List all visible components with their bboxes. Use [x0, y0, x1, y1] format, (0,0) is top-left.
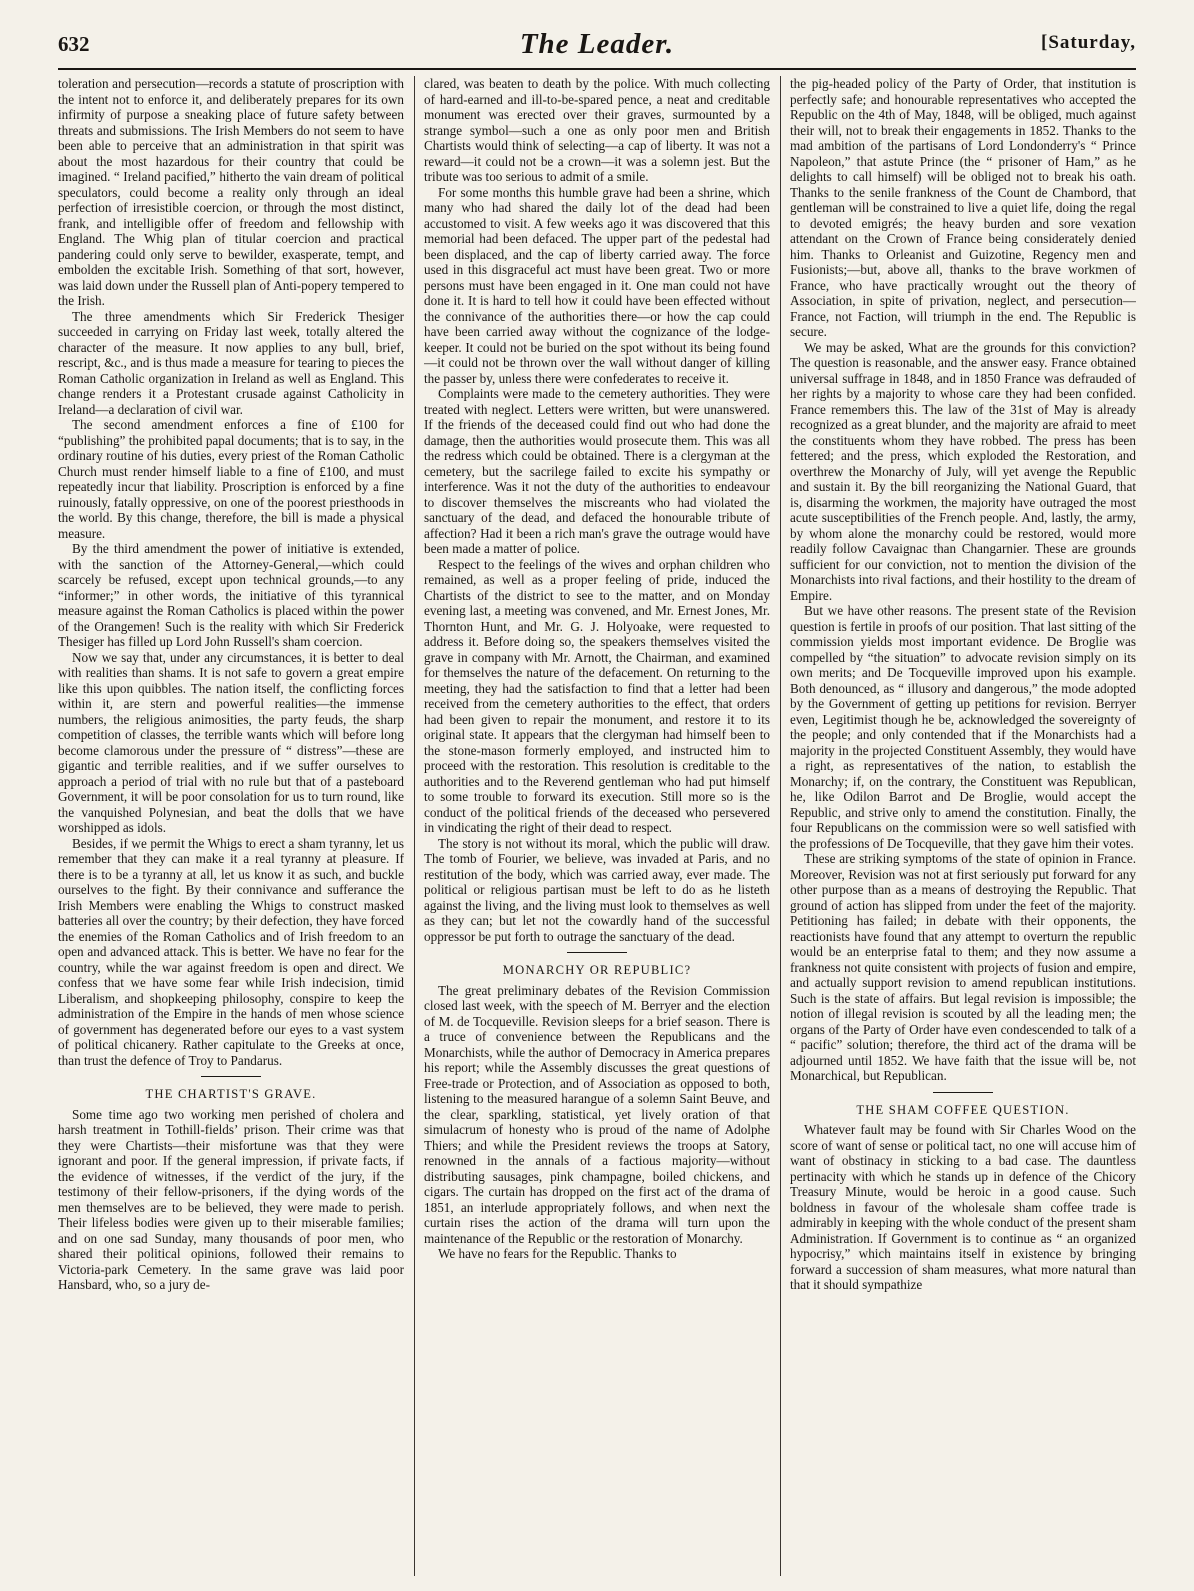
section-separator — [567, 952, 627, 953]
page-number: 632 — [58, 32, 90, 56]
paragraph: the pig-headed policy of the Party of Order, that institution is perfectly safe; and honourable representatives who accepted the Republic on the 4th of May, 1848, will be obliged, much against their will, not to break their engagements in 1852. Thanks to the mad ambition of the partisans of Lord Londonderry's “ Prince Napoleon,” that astute Prince (the “ prisoner of Ham,” as he delights to call himself) will be obliged not to break his oath. Thanks to the senile frankness of the Count de Chambord, that gentleman will be constrained to live a quiet life, doing the regal to devoted emigrés; the heavy burden and sore vexation attendant on the Crown of France being considerately denied him. Thanks to Orleanist and Guizotine, Regency men and Fusionists;—but, above all, thanks to the brave workmen of France, who have practically wrought out the theory of Association, in spite of privation, neglect, and persecution—France, not Faction, will triumph in the end. The Republic is secure. — [790, 76, 1136, 339]
paragraph: The second amendment enforces a fine of £100 for “publishing” the prohibited papal documents; that is to say, in the ordinary routine of his duties, every priest of the Roman Catholic Church must render himself liable to a fine of £100, and must repeatedly incur that liability. Proscription is enforced by a fine ruinously, fatally oppressive, on one of the poorest priesthoods in the world. By this change, therefore, the bill is made a physical measure. — [58, 417, 404, 541]
paragraph: We may be asked, What are the grounds for this conviction? The question is reasonable, and the answer easy. France obtained universal suffrage in 1848, and in 1850 France was defrauded of her rights by a majority to whose care they had been confided. France remembers this. The law of the 31st of May is already recognized as a great blunder, and the majority are afraid to meet the constituents whom they have robbed. The press has been fettered; and the press, which exploded the Restoration, and overthrew the Monarchy of July, will yet avenge the Republic and sustain it. By the bill reorganizing the National Guard, that is, disarming the workmen, the majority have outraged the most acute susceptibilities of the French people. And, lastly, the army, by whom alone the monarchy could be restored, would more readily follow Cavaignac than Changarnier. These are grounds sufficient for our conviction, not to mention the division of the Monarchists into rival factions, and their hostility to the dream of Empire. — [790, 339, 1136, 603]
paragraph: We have no fears for the Republic. Thanks to — [438, 1246, 677, 1261]
section-heading: THE CHARTIST'S GRAVE. — [145, 1087, 317, 1101]
paragraph: Whatever fault may be found with Sir Charles Wood on the score of want of sense or political tact, no one will accuse him of want of obstinacy in sticking to a bad case. The dauntless pertinacity with which he stands up in defence of the Chicory Treasury Minute, would be heroic in a good cause. Such boldness in favour of the wholesale sham coffee trade is admirably in keeping with the whole conduct of the present sham Administration. If Government is to continue as “ an organized hypocrisy,” which maintains itself in existence by bringing forward a succession of sham measures, what more natural than that it should sympathize — [790, 1122, 1136, 1292]
paragraph: Now we say that, under any circumstances, it is better to deal with realities than shams. It is not safe to govern a great empire like this upon quibbles. The nation itself, the conflicting forces within it, are stern and powerful realities—the immense numbers, the religious animosities, the party feuds, the sharp competition of classes, the terrible wants which will before long become clamorous under the pressure of “ distress”—these are gigantic and terrible realities, and if we suffer ourselves to approach a period of trial with no rule but that of a pasteboard Government, it will be poor consolation for us to turn round, like the vanquished Polynesian, and beat the dolls that we have worshipped as idols. — [58, 649, 404, 835]
section-separator — [933, 1092, 993, 1093]
paragraph: These are striking symptoms of the state of opinion in France. Moreover, Revision was not at first seriously put forward for any other purpose than as a means of destroying the Republic. That ground of action has slipped from under the feet of the majority. Petitioning has failed; in debate with their opponents, the reactionists have found that any attempt to overturn the republic would be an enterprise fatal to them; and they now assume a frankness not quite consistent with projects of fusion and empire, and actually support revision to amend republican institutions. Such is the state of affairs. But legal revision is impossible; the notion of illegal revision is scouted by all the leading men; the organs of the Party of Order have even condescended to talk of a “ pacific” solution; therefore, the third act of the drama will be adjourned until 1852. We have faith that the issue will be, not Monarchical, but Republican. — [790, 851, 1136, 1083]
column-left — [58, 76, 404, 1576]
paragraph: Respect to the feelings of the wives and orphan children who remained, as well as a proper feeling of pride, induced the Chartists of the district to see to the matter, and on Monday evening last, a meeting was convened, and Mr. Ernest Jones, Mr. Thornton Hunt, and Mr. G. J. Holyoake, were requested to address it. Before doing so, the speakers themselves visited the grave in company with Mr. Arnott, the Chairman, and examined for themselves the nature of the defacement. On returning to the meeting, they had the satisfaction to find that a letter had been received from the cemetery authorities to the effect, that orders had been given to repair the monument, and restore it to its original state. It appears that the clergyman had himself been to the stone-mason formerly employed, and instructed him to proceed with the restoration. This resolution is creditable to the authorities and to the Reverend gentleman who had put himself to some trouble to forward its execution. Still more so is the conduct of the political friends of the deceased who persevered in vindicating the right of their dead to respect. — [424, 556, 770, 835]
paragraph: toleration and persecution—records a statute of proscription with the intent not to enforce it, and deliberately prepares for its own infirmity of purpose a sneaking place of future safety between threats and submissions. The Irish Members do not seem to have been able to perceive that an administration in that spirit was about the most hazardous for their country that could be imagined. “ Ireland pacified,” hitherto the vain dream of political speculators, could become a reality only through an ideal perfection of irresistible coercion, or through the most distinct, frank, and intelligible offer of freedom and fellowship with England. The Whig plan of titular coercion and practical pandering could only serve to bewilder, exasperate, tempt, and embolden the excitable Irish. Something of that sort, however, was laid down under the Russell plan of Anti-popery tempered to the Irish. — [58, 76, 404, 308]
paragraph: The great preliminary debates of the Revision Commission closed last week, with the speech of M. Berryer and the election of M. de Tocqueville. Revision sleeps for a brief season. There is a truce of convenience between the Republicans and the Monarchists, while the author of Democracy in America prepares his report; while the Assembly discusses the great questions of Free-trade or Protection, and of Association as opposed to both, listening to the measured harangue of a solemn Saint Beuve, and the clear, sparkling, statistical, yet lively oration of that simulacrum of honesty who is proud of the name of Adolphe Thiers; and while the President reviews the troops at Satory, renowned in the annals of a factious majority—without distributing sausages, pink champagne, boiled chickens, and cigars. The curtain has dropped on the first act of the drama of 1851, an interlude appropriately follows, and when next the curtain rises the action of the drama will turn upon the maintenance of the Republic or the restoration of Monarchy. — [424, 982, 770, 1246]
column-right — [790, 76, 1136, 1576]
paragraph: Some time ago two working men perished of cholera and harsh treatment in Tothill-fields’ prison. Their crime was that they were Chartists—their misfortune was that they were ignorant and poor. If the general impression, if private facts, if the evidence of witnesses, if the verdict of the jury, if the testimony of their fellow-prisoners, if the dying words of the men themselves are to be believed, they were made to perish. Their lifeless bodies were given up to their miserable families; and on one sad Sunday, many thousands of poor men, who shared their political opinions, followed their remains to Victoria-park Cemetery. In the same grave was laid poor Hansbard, who, so a jury de- — [58, 1106, 404, 1292]
section-heading: MONARCHY OR REPUBLIC? — [502, 963, 692, 977]
paragraph: By the third amendment the power of initiative is extended, with the sanction of the Attorney-General,—which could scarcely be refused, except upon technical grounds,—to any “informer;” in other words, the initiative of this tyrannical measure against the Roman Catholics is placed within the power of the Orangemen! Such is the reality with which Sir Frederick Thesiger has filled up Lord John Russell's sham coercion. — [58, 541, 404, 649]
newspaper-title: The Leader. — [519, 28, 675, 60]
paragraph: The story is not without its moral, which the public will draw. The tomb of Fourier, we believe, was invaded at Paris, and no restitution of the body, which was carried away, ever made. The political or religious partisan must be left to do as he listeth against the living, and the living must look to themselves as well as they can; but let not the cowardly hand of the successful oppressor be put forth to outrage the sanctuary of the dead. — [424, 835, 770, 944]
paragraph: Complaints were made to the cemetery authorities. They were treated with neglect. Letters were written, but were unanswered. If the friends of the deceased could find out who had done the damage, then the authorities would prosecute them. This was all the redress which could be obtained. There is a clergyman at the cemetery, but the sacrilege failed to excite his sympathy or interference. Was it not the duty of the authorities to endeavour to discover themselves the miscreants who had violated the sanctuary of the dead, and defaced the honourable tribute of affection? Had it been a rich man's grave the outrage would have been made a matter of police. — [424, 386, 770, 556]
section-separator — [201, 1076, 261, 1077]
paragraph: For some months this humble grave had been a shrine, which many who had shared the daily lot of the dead had been accustomed to visit. A few weeks ago it was discovered that this memorial had been defaced. The upper part of the pedestal had been displaced, and the cap of liberty carried away. The force used in this disgraceful act must have been great. Two or more persons must have been engaged in it. One man could not have done it. It is hard to tell how it could have been effected without the connivance of the authorities there—or how the cap could have been carried away without the cognizance of the lodge-keeper. It could not be buried on the spot without its being found—it could not be thrown over the wall without danger of killing the passer by, unless there were confederates to receive it. — [424, 184, 770, 386]
paragraph: clared, was beaten to death by the police. With much collecting of hard-earned and ill-to-be-spared pence, a neat and creditable monument was erected over their graves, surmounted by a strange symbol—such a one as only poor men and British Chartists would think of selecting—a cap of liberty. It was not a reward—it could not be a crown—it was a solemn jest. But the tribute was too serious to admit of a smile. — [424, 76, 770, 184]
column-rule — [414, 76, 415, 1576]
column-middle — [424, 76, 770, 1576]
masthead — [58, 28, 1136, 70]
article-columns — [58, 76, 1136, 1576]
paragraph: The three amendments which Sir Frederick Thesiger succeeded in carrying on Friday last week, totally altered the character of the measure. It now applies to any bull, brief, rescript, &c., and is thus made a measure for tearing to pieces the Roman Catholic organization in Ireland as well as England. This change renders it a Protestant crusade against Catholicity in Ireland—a declaration of civil war. — [58, 308, 404, 417]
paragraph: But we have other reasons. The present state of the Revision question is fertile in proofs of our position. That last sitting of the commission yields most important evidence. De Broglie was compelled by “the situation” to advocate revision simply on its own merits; and De Tocqueville improved upon his example. Both denounced, as “ illusory and dangerous,” the mode adopted by the Government of getting up petitions for revision. Berryer even, Legitimist though he be, acknowledged the sovereignty of the people; and only contended that if the Monarchists had a majority in the projected Constituent Assembly, they would have a right, as representatives of the nation, to establish the Monarchy; if, on the contrary, the Constituent was Republican, he, like Odilon Barrot and De Broglie, would accept the Republic, and strive only to amend the constitution. Finally, the four Republicans on the commission were so well satisfied with the professions of De Tocqueville, that they gave him their votes. — [790, 603, 1136, 851]
paragraph: Besides, if we permit the Whigs to erect a sham tyranny, let us remember that they can make it a real tyranny at pleasure. If there is to be a tyranny at all, let us know it as such, and buckle ourselves to the fight. By their connivance and sufferance the Irish Members were enabling the Whigs to construct masked batteries all over the country; by their defection, they have forced the enemies of the Roman Catholics and of Irish freedom to an open and advanced attack. This is better. We have no fear for the country, while the war against freedom is open and direct. We confess that we have some fear while Irish indecision, timid Liberalism, and shopkeeping philosophy, conspire to keep the administration of the Empire in the hands of men whose science of government has degenerated before our eyes to a vast system of political chicanery. Rather capitulate to the Greeks at once, than trust the defence of Troy to Pandarus. — [58, 835, 404, 1068]
column-rule — [780, 76, 781, 1576]
section-heading: THE SHAM COFFEE QUESTION. — [856, 1102, 1070, 1117]
issue-day: [Saturday, — [1041, 32, 1136, 53]
